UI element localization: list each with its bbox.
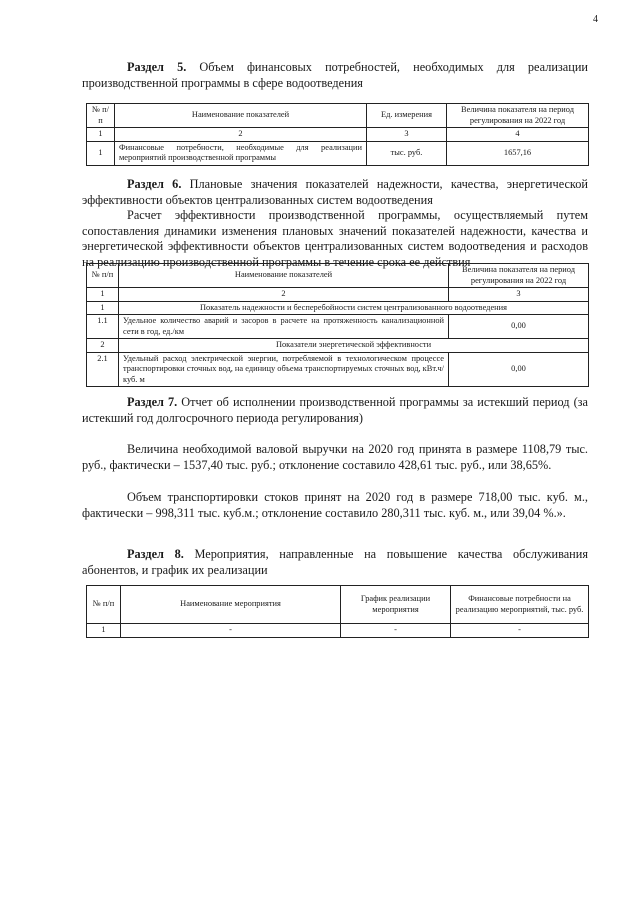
section-7-label: Раздел 7. [127,395,178,409]
section-7-paragraph-2: Объем транспортировки стоков принят на 2020 год в размере 718,00 тыс. куб. м., фактически – 998,311 тыс. куб.м.; отклонение составило 280,311 тыс. куб. м., или 39,04 %.». [82,490,588,520]
page-number: 4 [593,14,598,25]
table-cell: 1657,16 [447,141,589,165]
table-header-cell: Ед. измерения [367,104,447,128]
table-cell: 1.1 [87,315,119,339]
table-header-cell: Величина показателя на период регулирования на 2022 год [449,264,589,288]
table-header-cell: Наименование мероприятия [121,586,341,624]
table-row [87,315,589,339]
table-cell: 2 [119,288,449,302]
table-cell: - [341,624,451,638]
table-cell: 1 [87,288,119,302]
table-header-cell: Наименование показателей [115,104,367,128]
section-6-title [82,177,588,208]
section-8-text: Мероприятия, направленные на повышение качества обслуживания абонентов, и график их реализации [82,547,589,577]
section-5-text: Объем финансовых потребностей, необходимых для реализации производственной программы в сфере водоотведения [82,60,588,90]
table-group-row [87,301,589,315]
section-5-table [86,103,589,166]
table-group-title: Показатели энергетической эффективности [119,339,589,353]
table-cell: 3 [449,288,589,302]
table-cell: Удельное количество аварий и засоров в расчете на протяженность канализационной сети в год, ед./км [119,315,449,339]
table-row [87,624,589,638]
table-row [87,141,589,165]
table-cell: 2.1 [87,352,119,387]
table-cell: Финансовые потребности, необходимые для реализации мероприятий производственной программы [115,141,367,165]
table-header-cell: График реализации мероприятия [341,586,451,624]
table-group-row [87,339,589,353]
table-header-cell: № п/п [87,586,121,624]
section-7-text: Отчет об исполнении производственной программы за истекший период (за истекший год долгосрочного периода регулирования) [82,395,588,425]
table-number-row [87,288,589,302]
table-cell: тыс. руб. [367,141,447,165]
table-cell: Удельный расход электрической энергии, потребляемой в технологическом процессе транспортировки сточных вод, на единицу объема транспортируемых сточных вод, кВт.ч/куб. м [119,352,449,387]
table-cell: 1 [87,141,115,165]
section-7-paragraph-1: Величина необходимой валовой выручки на 2020 год принята в размере 1108,79 тыс. руб., фактически – 1537,40 тыс. руб.; отклонение составило 428,61 тыс. руб., или 38,65%. [82,442,588,472]
table-cell: 1 [87,624,121,638]
table-header-cell: Величина показателя на период регулирования на 2022 год [447,104,589,128]
table-header-row [87,104,589,128]
table-cell: 0,00 [449,352,589,387]
table-cell: 1 [87,301,119,315]
section-7-title [82,395,588,426]
table-cell: 1 [87,128,115,142]
table-group-title: Показатель надежности и бесперебойности систем централизованного водоотведения [119,301,589,315]
section-8-title [82,547,588,578]
section-5-title [82,60,588,91]
section-8-label: Раздел 8. [127,547,184,561]
table-cell: 2 [115,128,367,142]
section-5-label: Раздел 5. [127,60,187,74]
table-header-row [87,586,589,624]
table-cell: 0,00 [449,315,589,339]
table-header-cell: Финансовые потребности на реализацию мероприятий, тыс. руб. [451,586,589,624]
table-header-cell: № п/п [87,264,119,288]
table-cell: - [121,624,341,638]
table-cell: 4 [447,128,589,142]
section-6-label: Раздел 6. [127,177,182,191]
table-header-cell: № п/п [87,104,115,128]
table-cell: 2 [87,339,119,353]
section-8-table [86,585,589,638]
section-6-table [86,263,589,387]
table-cell: 3 [367,128,447,142]
table-row [87,352,589,387]
table-header-row [87,264,589,288]
section-6-paragraph: Расчет эффективности производственной программы, осуществляемый путем сопоставления динамики изменения плановых значений показателей надежности, качества и энергетической эффективности объектов централизованных систем водоотведения и расходов на реализацию производственной программы в течение срока ее действия [82,208,588,269]
table-number-row [87,128,589,142]
table-cell: - [451,624,589,638]
section-6-text: Плановые значения показателей надежности, качества, энергетической эффективности объектов централизованных систем водоотведения [82,177,588,207]
table-header-cell: Наименование показателей [119,264,449,288]
